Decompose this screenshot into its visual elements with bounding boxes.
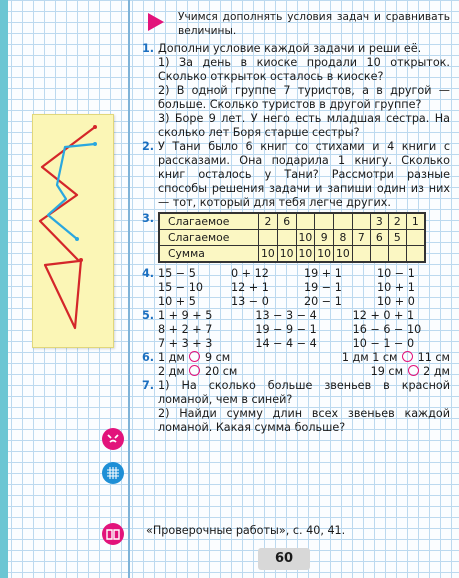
table-cell: 10 bbox=[296, 246, 315, 263]
page-edge-strip bbox=[0, 0, 8, 578]
table-cell: 8 bbox=[334, 230, 353, 246]
red-end-dot bbox=[93, 125, 97, 129]
table-cell: 7 bbox=[352, 230, 370, 246]
compare-circle[interactable] bbox=[402, 351, 413, 362]
row-label: Слагаемое bbox=[159, 230, 259, 246]
expression-column bbox=[353, 309, 450, 351]
polyline-sticky-note bbox=[32, 114, 114, 348]
expression: 19 − 1 bbox=[304, 281, 342, 294]
expression-column bbox=[158, 309, 255, 351]
task-number: 7. bbox=[142, 379, 155, 392]
table-cell bbox=[388, 246, 406, 263]
comparison bbox=[304, 351, 450, 365]
red-end-dot bbox=[79, 258, 83, 262]
table-cell: 10 bbox=[296, 230, 315, 246]
task-item: 1) На сколько больше звеньев в красной ломаной, чем в синей? bbox=[158, 379, 450, 406]
task-1 bbox=[140, 42, 450, 140]
expression: 19 − 9 − 1 bbox=[255, 323, 317, 336]
row-label: Сумма bbox=[159, 246, 259, 263]
comparison-left: 2 дм bbox=[158, 365, 185, 378]
expression: 7 + 3 + 3 bbox=[158, 337, 213, 350]
table-row bbox=[159, 246, 425, 263]
table-cell bbox=[406, 246, 425, 263]
table-cell bbox=[315, 213, 334, 230]
table-cell bbox=[277, 230, 296, 246]
expression: 15 − 5 bbox=[158, 267, 196, 280]
task-6 bbox=[140, 351, 450, 379]
expression: 10 + 0 bbox=[377, 295, 415, 308]
table-cell bbox=[259, 230, 278, 246]
expression: 20 − 1 bbox=[304, 295, 342, 308]
table-cell bbox=[352, 213, 370, 230]
table-cell: 10 bbox=[334, 246, 353, 263]
compare-circle[interactable] bbox=[189, 365, 200, 376]
comparison-row bbox=[158, 365, 450, 379]
table-cell: 6 bbox=[370, 230, 388, 246]
table-cell: 10 bbox=[277, 246, 296, 263]
expression: 12 + 1 bbox=[231, 281, 269, 294]
comparison-right: 9 см bbox=[204, 351, 231, 364]
comparison-left: 19 см bbox=[370, 365, 404, 378]
table-cell bbox=[352, 246, 370, 263]
task-number: 6. bbox=[142, 351, 155, 364]
blue-end-dot bbox=[93, 142, 97, 146]
task-number: 5. bbox=[142, 309, 155, 322]
expression: 1 + 9 + 5 bbox=[158, 309, 213, 322]
expression: 10 − 1 − 0 bbox=[352, 337, 415, 350]
grid-icon bbox=[102, 462, 124, 484]
table-cell: 9 bbox=[315, 230, 334, 246]
table-cell: 10 bbox=[315, 246, 334, 263]
expression: 8 + 2 + 7 bbox=[158, 323, 213, 336]
task-item: 3) Боре 9 лет. У него есть младшая сестра. На сколько лет Боря старше сестры? bbox=[158, 112, 450, 139]
expression-column bbox=[304, 267, 377, 309]
task-4 bbox=[140, 267, 450, 309]
comparison-right: 20 см bbox=[204, 365, 238, 378]
task-2 bbox=[140, 140, 450, 210]
comparison-left: 1 дм bbox=[158, 351, 185, 364]
task-item: 1) За день в киоске продали 10 открыток. Сколько открыток осталось в киоске? bbox=[158, 56, 450, 83]
expression: 10 − 1 bbox=[377, 267, 415, 280]
expression-column bbox=[377, 267, 450, 309]
workbook-reference: «Проверочные работы», с. 40, 41. bbox=[146, 524, 346, 537]
page-number: 60 bbox=[258, 548, 310, 570]
lesson-title: Учимся дополнять условия задач и сравнивать величины. bbox=[178, 11, 450, 37]
margin-line bbox=[128, 0, 130, 578]
expression: 12 + 0 + 1 bbox=[352, 309, 415, 322]
expression: 10 + 1 bbox=[377, 281, 415, 294]
task-item: 2) Найди сумму длин всех звеньев каждой ломаной. Какая сумма больше? bbox=[158, 407, 450, 434]
expression-columns bbox=[158, 267, 450, 309]
red-polyline bbox=[40, 127, 95, 328]
expression: 14 − 4 − 4 bbox=[255, 337, 317, 350]
task-number: 4. bbox=[142, 267, 155, 280]
expression: 13 − 3 − 4 bbox=[255, 309, 317, 322]
expression-column bbox=[231, 267, 304, 309]
table-cell: 10 bbox=[259, 246, 278, 263]
expression: 19 + 1 bbox=[304, 267, 342, 280]
comparison-row bbox=[158, 351, 450, 365]
comparison bbox=[158, 365, 304, 379]
comparison-right: 2 дм bbox=[423, 365, 450, 378]
sums-table bbox=[158, 212, 426, 263]
compare-circle[interactable] bbox=[189, 351, 200, 362]
task-text: У Тани было 6 книг со стихами и 4 книги с рассказами. Она подарила 1 книгу. Сколько книг осталось у Тани? Рассмотри разные способы решения задачи и запиши один из них — тот, который для тебя легче других. bbox=[158, 140, 450, 209]
table-cell bbox=[370, 246, 388, 263]
task-3 bbox=[140, 212, 450, 263]
comparison-right: 11 см bbox=[417, 351, 450, 364]
comparison bbox=[158, 351, 304, 365]
expression: 15 − 10 bbox=[158, 281, 203, 294]
lesson-header bbox=[140, 10, 450, 42]
table-cell: 6 bbox=[277, 213, 296, 230]
table-cell: 2 bbox=[388, 213, 406, 230]
lesson-marker-icon bbox=[148, 13, 164, 31]
task-item: 2) В одной группе 7 туристов, а в другой — больше. Сколько туристов в другой группе? bbox=[158, 84, 450, 111]
table-cell: 3 bbox=[370, 213, 388, 230]
task-7 bbox=[140, 379, 450, 435]
table-cell bbox=[406, 230, 425, 246]
table-row bbox=[159, 213, 425, 230]
table-cell bbox=[334, 213, 353, 230]
table-cell: 1 bbox=[406, 213, 425, 230]
book-icon bbox=[102, 523, 124, 545]
expression: 16 − 6 − 10 bbox=[352, 323, 422, 336]
task-number: 3. bbox=[142, 212, 155, 225]
expression: 0 + 12 bbox=[231, 267, 269, 280]
expression: 10 + 5 bbox=[158, 295, 196, 308]
polyline-drawing bbox=[33, 115, 113, 347]
expression-column bbox=[255, 309, 352, 351]
task-5 bbox=[140, 309, 450, 351]
brain-teaser-icon bbox=[102, 428, 124, 450]
table-cell bbox=[296, 213, 315, 230]
row-label: Слагаемое bbox=[159, 213, 259, 230]
expression-columns bbox=[158, 309, 450, 351]
table-cell: 2 bbox=[259, 213, 278, 230]
blue-end-dot bbox=[75, 237, 79, 241]
table-row bbox=[159, 230, 425, 246]
expression: 13 − 0 bbox=[231, 295, 269, 308]
table-cell: 5 bbox=[388, 230, 406, 246]
comparison-left: 1 дм 1 см bbox=[341, 351, 398, 364]
compare-circle[interactable] bbox=[408, 365, 419, 376]
comparison bbox=[304, 365, 450, 379]
expression-column bbox=[158, 267, 231, 309]
page-content bbox=[140, 10, 450, 435]
task-number: 1. bbox=[142, 42, 155, 55]
task-number: 2. bbox=[142, 140, 155, 153]
task-intro: Дополни условие каждой задачи и реши её. bbox=[158, 42, 422, 55]
